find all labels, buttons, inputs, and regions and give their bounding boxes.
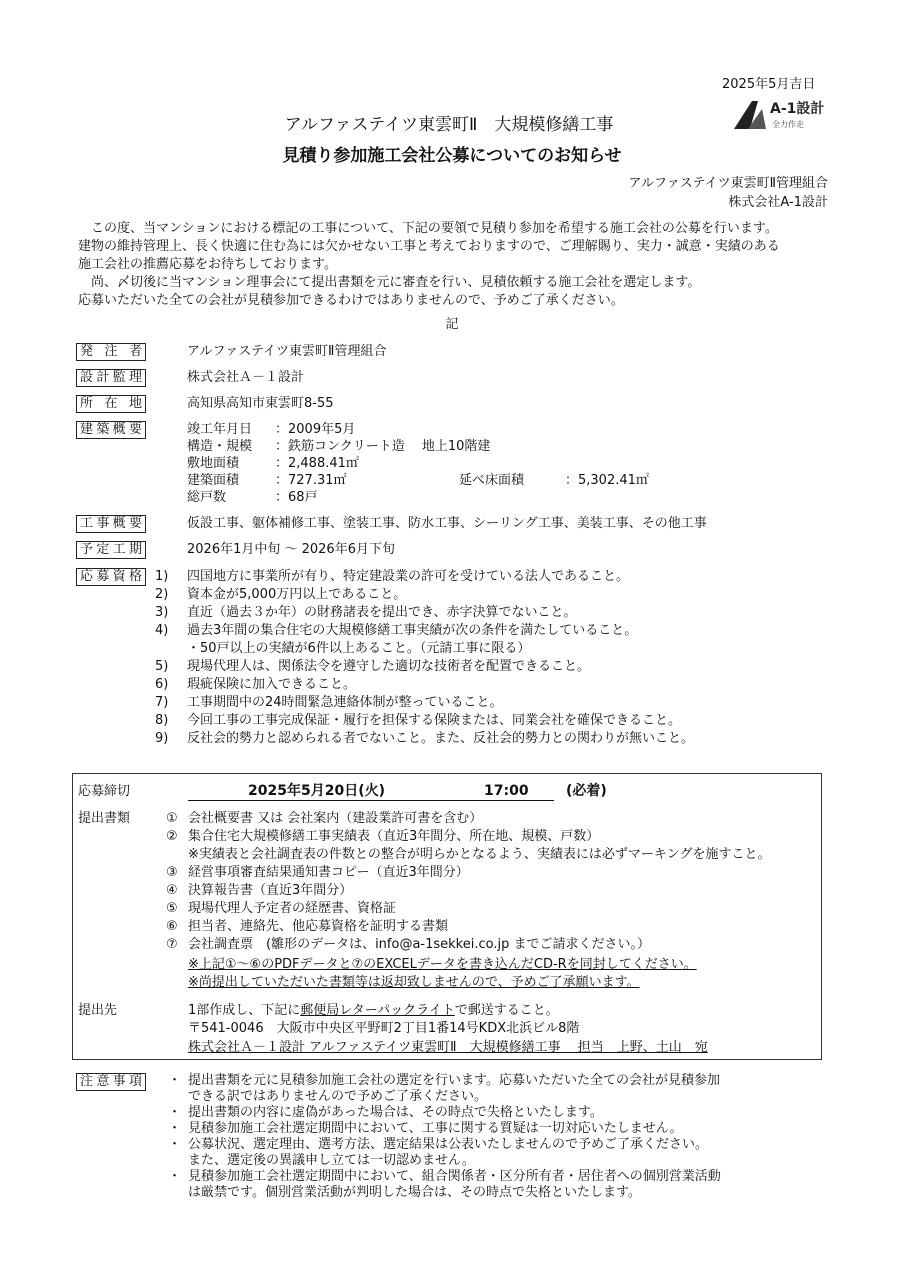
building-area-value: ：727.31㎡: [275, 473, 347, 488]
issuer-association: アルファステイツ東雲町Ⅱ管理組合: [628, 176, 828, 191]
page-title: アルファステイツ東雲町Ⅱ 大規模修繕工事: [284, 115, 614, 135]
dest-address: 〒541-0046 大阪市中央区平野町2丁目1番14号KDX北浜ビル8階: [188, 1021, 580, 1036]
mail-method: 郵便局レターパックライト: [300, 1003, 455, 1018]
intro-line: 建物の維持管理上、長く快適に住む為には欠かせない工事と考えておりますので、ご理解賜り、実力・誠意・実績のある: [78, 239, 780, 254]
issuer-company: 株式会社A-1設計: [728, 195, 828, 210]
logo-subtext: 全力作走: [772, 120, 804, 129]
cdr-instruction: ※上記①～⑥のPDFデータと⑦のEXCELデータを書き込んだCD-Rを同封してください。: [188, 957, 697, 972]
orderer-label: 発注者: [76, 343, 146, 361]
doc-item: ⑦ 会社調査票 (雛形のデータは、info@a-1sekkei.co.jp までご請求ください。）: [166, 937, 650, 952]
doc-item: ③ 経営事項審査結果通知書コピー（直近3年間分）: [166, 865, 469, 880]
note-item: できる訳ではありませんので予めご了承ください。: [188, 1089, 488, 1104]
intro-line: 尚、〆切後に当マンション理事会にて提出書類を元に審査を行い、見積依頼する施工会社を選定します。: [78, 275, 701, 290]
note-item: ・ 見積参加施工会社選定期間中において、工事に関する質疑は一切対応いたしません。: [168, 1121, 683, 1136]
qualification-item: 2) 資本金が5,000万円以上であること。: [155, 587, 407, 602]
note-item: は厳禁です。個別営業活動が判明した場合は、その時点で失格といたします。: [188, 1185, 641, 1200]
units-value: ：68戸: [275, 490, 318, 505]
docs-label: 提出書類: [78, 811, 131, 826]
note-item: ・ 提出書類を元に見積参加施工会社の選定を行います。応募いただいた全ての会社が見積参加: [168, 1073, 720, 1088]
notes-list: [168, 1073, 721, 1201]
intro-paragraph: [78, 220, 780, 310]
location-value: 高知県高知市東雲町8-55: [187, 396, 334, 411]
qualification-item: ・50戸以上の実績が6件以上あること。（元請工事に限る）: [187, 641, 531, 656]
notes-label: 注意事項: [76, 1073, 146, 1091]
qualification-item: 3) 直近（過去３か年）の財務諸表を提出でき、赤字決算でないこと。: [155, 605, 577, 620]
qualification-list: [155, 568, 694, 748]
deadline-label: 応募締切: [78, 784, 131, 799]
qualification-item: 8) 今回工事の工事完成保証・履行を担保する保険または、同業会社を確保できること。: [155, 713, 682, 728]
qualification-item: 9) 反社会的勢力と認められる者でないこと。また、反社会的勢力との関わりが無いこと。: [155, 731, 695, 746]
dest-instruction: 1部作成し、下記に郵便局レターパックライトで郵送すること。: [188, 1003, 559, 1018]
site-area-key: 敷地面積: [187, 456, 240, 471]
note-item: また、選定後の異議申し立ては一切認めません。: [188, 1153, 475, 1168]
issue-date: 2025年5月吉日: [722, 77, 816, 92]
qualification-item: 4) 過去3年間の集合住宅の大規模修繕工事実績が次の条件を満たしていること。: [155, 623, 638, 638]
qualification-item: 5) 現場代理人は、関係法令を遵守した適切な技術者を配置できること。: [155, 659, 591, 674]
doc-item: ② 集合住宅大規模修繕工事実績表（直近3年間分、所在地、規模、戸数）: [166, 829, 600, 844]
location-label: 所在地: [76, 395, 146, 413]
design-value: 株式会社Ａ－１設計: [187, 370, 305, 385]
structure-key: 構造・規模: [187, 439, 253, 454]
deadline-underline: [188, 800, 554, 801]
note-item: ・ 公募状況、選定理由、選考方法、選定結果は公表いたしませんので予めご了承ください。: [168, 1137, 709, 1152]
deadline-date: 2025年5月20日(火): [248, 783, 385, 799]
completion-key: 竣工年月日: [187, 422, 253, 437]
no-return-note: ※尚提出していただいた書類等は返却致しませんので、予めご了承願います。: [188, 975, 640, 990]
doc-item: ④ 決算報告書（直近3年間分）: [166, 883, 353, 898]
intro-line: 応募いただいた全ての会社が見積参加できるわけではありませんので、予めご了承ください。: [78, 293, 624, 308]
work-value: 仮設工事、躯体補修工事、塗装工事、防水工事、シーリング工事、美装工事、その他工事: [187, 516, 707, 531]
intro-line: この度、当マンションにおける標記の工事について、下記の要領で見積り参加を希望する施工会社の公募を行います。: [78, 221, 778, 236]
logo-text: A-1設計: [770, 101, 825, 117]
doc-item: ⑥ 担当者、連絡先、他応募資格を証明する書類: [166, 919, 449, 934]
building-area-key: 建築面積: [187, 473, 240, 488]
dest-label: 提出先: [78, 1003, 118, 1018]
doc-note: ※実績表と会社調査表の件数との整合が明らかとなるよう、実績表には必ずマーキングを施すこと。: [188, 847, 771, 862]
note-item: ・ 提出書類の内容に虚偽があった場合は、その時点で失格といたします。: [168, 1105, 603, 1120]
units-key: 総戸数: [187, 490, 227, 505]
qualification-item: 1) 四国地方に事業所が有り、特定建設業の許可を受けている法人であること。: [155, 569, 630, 584]
floor-area-key: 延べ床面積: [459, 473, 525, 488]
structure-value: ：鉄筋コンクリート造 地上10階建: [275, 439, 491, 454]
floor-area-value: ：5,302.41㎡: [565, 473, 649, 488]
deadline-time: 17:00: [484, 783, 529, 799]
page-subtitle: 見積り参加施工会社公募についてのお知らせ: [282, 146, 622, 166]
dest-recipient: 株式会社Ａ－１設計 アルファステイツ東雲町Ⅱ 大規模修繕工事 担当 上野、土山 宛: [188, 1040, 708, 1055]
qualification-item: 6) 瑕疵保険に加入できること。: [155, 677, 357, 692]
qualification-item: 7) 工事期間中の24時間緊急連絡体制が整っていること。: [155, 695, 503, 710]
work-label: 工事概要: [76, 515, 146, 533]
site-area-value: ：2,488.41㎡: [275, 456, 359, 471]
completion-value: ：2009年5月: [275, 422, 356, 437]
doc-item: ⑤ 現場代理人予定者の経歴書、資格証: [166, 901, 397, 916]
intro-line: 施工会社の推薦応募をお待ちしております。: [78, 257, 337, 272]
schedule-label: 予定工期: [76, 541, 146, 559]
ki-heading: 記: [445, 317, 459, 332]
note-item: ・ 見積参加施工会社選定期間中において、組合関係者・区分所有者・居住者への個別営業活動: [168, 1169, 721, 1184]
orderer-value: アルファステイツ東雲町Ⅱ管理組合: [187, 344, 387, 359]
doc-item: ① 会社概要書 又は 会社案内（建設業許可書を含む）: [166, 811, 483, 826]
qualification-label: 応募資格: [76, 568, 146, 586]
deadline-note: (必着): [566, 783, 607, 799]
design-label: 設計監理: [76, 369, 146, 387]
overview-label: 建築概要: [76, 421, 146, 439]
issuer-block: [629, 174, 828, 212]
schedule-value: 2026年1月中旬 ～ 2026年6月下旬: [187, 542, 395, 557]
